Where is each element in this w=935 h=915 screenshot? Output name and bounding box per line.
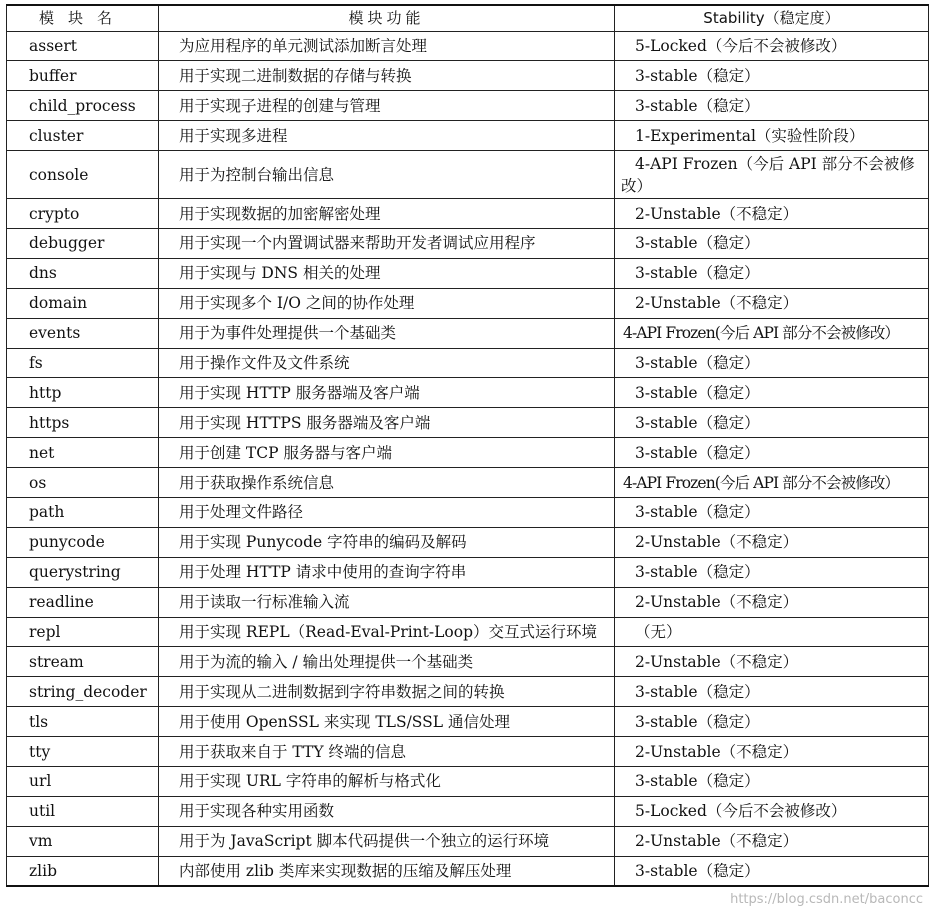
- stability-cell: 3-stable（稳定）: [615, 766, 929, 796]
- module-name-cell: events: [7, 318, 159, 348]
- stability-cell: 4-API Frozen（今后 API 部分不会被修改）: [615, 151, 929, 199]
- module-name-cell: buffer: [7, 61, 159, 91]
- table-row: [7, 677, 929, 707]
- module-function-cell: 为应用程序的单元测试添加断言处理: [159, 31, 615, 61]
- module-function-cell: 用于使用 OpenSSL 来实现 TLS/SSL 通信处理: [159, 707, 615, 737]
- module-name-cell: net: [7, 438, 159, 468]
- module-name-cell: stream: [7, 647, 159, 677]
- stability-cell: 1-Experimental（实验性阶段）: [615, 121, 929, 151]
- module-function-cell: 用于实现 REPL（Read-Eval-Print-Loop）交互式运行环境: [159, 617, 615, 647]
- module-name-cell: dns: [7, 258, 159, 288]
- module-function-cell: 用于处理文件路径: [159, 497, 615, 527]
- table-row: [7, 557, 929, 587]
- header-stability: Stability（稳定度）: [615, 5, 929, 31]
- table-row: [7, 31, 929, 61]
- table-row: [7, 707, 929, 737]
- module-function-cell: 用于处理 HTTP 请求中使用的查询字符串: [159, 557, 615, 587]
- stability-cell: 2-Unstable（不稳定）: [615, 527, 929, 557]
- module-name-cell: path: [7, 497, 159, 527]
- table-row: [7, 497, 929, 527]
- module-name-cell: querystring: [7, 557, 159, 587]
- table-row: [7, 288, 929, 318]
- module-function-cell: 用于读取一行标准输入流: [159, 587, 615, 617]
- module-name-cell: http: [7, 378, 159, 408]
- module-function-cell: 用于为事件处理提供一个基础类: [159, 318, 615, 348]
- stability-cell: 3-stable（稳定）: [615, 61, 929, 91]
- module-name-cell: fs: [7, 348, 159, 378]
- module-name-cell: tls: [7, 707, 159, 737]
- table-row: [7, 438, 929, 468]
- module-function-cell: 用于实现 Punycode 字符串的编码及解码: [159, 527, 615, 557]
- module-name-cell: debugger: [7, 228, 159, 258]
- stability-cell: 3-stable（稳定）: [615, 408, 929, 438]
- table-header-row: [7, 5, 929, 31]
- module-function-cell: 用于实现从二进制数据到字符串数据之间的转换: [159, 677, 615, 707]
- module-function-cell: 用于操作文件及文件系统: [159, 348, 615, 378]
- module-function-cell: 用于获取操作系统信息: [159, 468, 615, 498]
- module-name-cell: console: [7, 151, 159, 199]
- header-module-function: 模块功能: [159, 5, 615, 31]
- module-name-cell: os: [7, 468, 159, 498]
- module-function-cell: 用于实现各种实用函数: [159, 796, 615, 826]
- module-function-cell: 用于实现 HTTPS 服务器端及客户端: [159, 408, 615, 438]
- stability-cell: 2-Unstable（不稳定）: [615, 288, 929, 318]
- stability-cell: 3-stable（稳定）: [615, 557, 929, 587]
- stability-cell: 3-stable（稳定）: [615, 91, 929, 121]
- module-function-cell: 用于实现数据的加密解密处理: [159, 199, 615, 229]
- module-function-cell: 用于实现一个内置调试器来帮助开发者调试应用程序: [159, 228, 615, 258]
- module-function-cell: 用于创建 TCP 服务器与客户端: [159, 438, 615, 468]
- module-table-container: [6, 4, 928, 887]
- watermark: https://blog.csdn.net/baconcc: [730, 892, 923, 907]
- stability-cell: 2-Unstable（不稳定）: [615, 199, 929, 229]
- module-function-cell: 内部使用 zlib 类库来实现数据的压缩及解压处理: [159, 856, 615, 886]
- module-name-cell: child_process: [7, 91, 159, 121]
- stability-cell: 2-Unstable（不稳定）: [615, 826, 929, 856]
- table-row: [7, 856, 929, 886]
- module-function-cell: 用于为控制台输出信息: [159, 151, 615, 199]
- module-name-cell: vm: [7, 826, 159, 856]
- table-row: [7, 587, 929, 617]
- stability-cell: 5-Locked（今后不会被修改）: [615, 796, 929, 826]
- module-function-cell: 用于为流的输入 / 输出处理提供一个基础类: [159, 647, 615, 677]
- stability-cell: 4-API Frozen(今后 API 部分不会被修改）: [615, 468, 929, 498]
- table-row: [7, 468, 929, 498]
- module-name-cell: readline: [7, 587, 159, 617]
- stability-cell: 3-stable（稳定）: [615, 378, 929, 408]
- table-row: [7, 408, 929, 438]
- table-row: [7, 258, 929, 288]
- table-row: [7, 151, 929, 199]
- module-function-cell: 用于实现多进程: [159, 121, 615, 151]
- module-function-cell: 用于实现与 DNS 相关的处理: [159, 258, 615, 288]
- stability-cell: 3-stable（稳定）: [615, 856, 929, 886]
- module-function-cell: 用于获取来自于 TTY 终端的信息: [159, 737, 615, 767]
- table-row: [7, 348, 929, 378]
- module-name-cell: repl: [7, 617, 159, 647]
- table-row: [7, 199, 929, 229]
- module-name-cell: crypto: [7, 199, 159, 229]
- stability-cell: （无）: [615, 617, 929, 647]
- module-name-cell: punycode: [7, 527, 159, 557]
- module-function-cell: 用于实现多个 I/O 之间的协作处理: [159, 288, 615, 318]
- table-row: [7, 647, 929, 677]
- stability-cell: 3-stable（稳定）: [615, 707, 929, 737]
- table-row: [7, 766, 929, 796]
- module-name-cell: zlib: [7, 856, 159, 886]
- module-name-cell: tty: [7, 737, 159, 767]
- module-function-cell: 用于实现子进程的创建与管理: [159, 91, 615, 121]
- stability-cell: 3-stable（稳定）: [615, 348, 929, 378]
- stability-cell: 3-stable（稳定）: [615, 438, 929, 468]
- table-row: [7, 527, 929, 557]
- module-function-cell: 用于实现 URL 字符串的解析与格式化: [159, 766, 615, 796]
- module-name-cell: string_decoder: [7, 677, 159, 707]
- module-name-cell: util: [7, 796, 159, 826]
- table-row: [7, 228, 929, 258]
- stability-cell: 4-API Frozen(今后 API 部分不会被修改）: [615, 318, 929, 348]
- module-name-cell: https: [7, 408, 159, 438]
- table-row: [7, 91, 929, 121]
- table-row: [7, 617, 929, 647]
- module-name-cell: cluster: [7, 121, 159, 151]
- module-function-cell: 用于实现二进制数据的存储与转换: [159, 61, 615, 91]
- module-name-cell: url: [7, 766, 159, 796]
- table-row: [7, 61, 929, 91]
- stability-cell: 3-stable（稳定）: [615, 228, 929, 258]
- header-module-name: 模块名: [7, 5, 159, 31]
- table-row: [7, 796, 929, 826]
- module-function-cell: 用于为 JavaScript 脚本代码提供一个独立的运行环境: [159, 826, 615, 856]
- module-function-cell: 用于实现 HTTP 服务器端及客户端: [159, 378, 615, 408]
- table-row: [7, 318, 929, 348]
- stability-cell: 3-stable（稳定）: [615, 677, 929, 707]
- stability-cell: 3-stable（稳定）: [615, 258, 929, 288]
- table-row: [7, 737, 929, 767]
- module-name-cell: domain: [7, 288, 159, 318]
- module-table: [6, 4, 929, 887]
- stability-cell: 2-Unstable（不稳定）: [615, 737, 929, 767]
- stability-cell: 2-Unstable（不稳定）: [615, 647, 929, 677]
- table-row: [7, 826, 929, 856]
- module-name-cell: assert: [7, 31, 159, 61]
- table-row: [7, 121, 929, 151]
- stability-cell: 5-Locked（今后不会被修改）: [615, 31, 929, 61]
- stability-cell: 3-stable（稳定）: [615, 497, 929, 527]
- table-row: [7, 378, 929, 408]
- stability-cell: 2-Unstable（不稳定）: [615, 587, 929, 617]
